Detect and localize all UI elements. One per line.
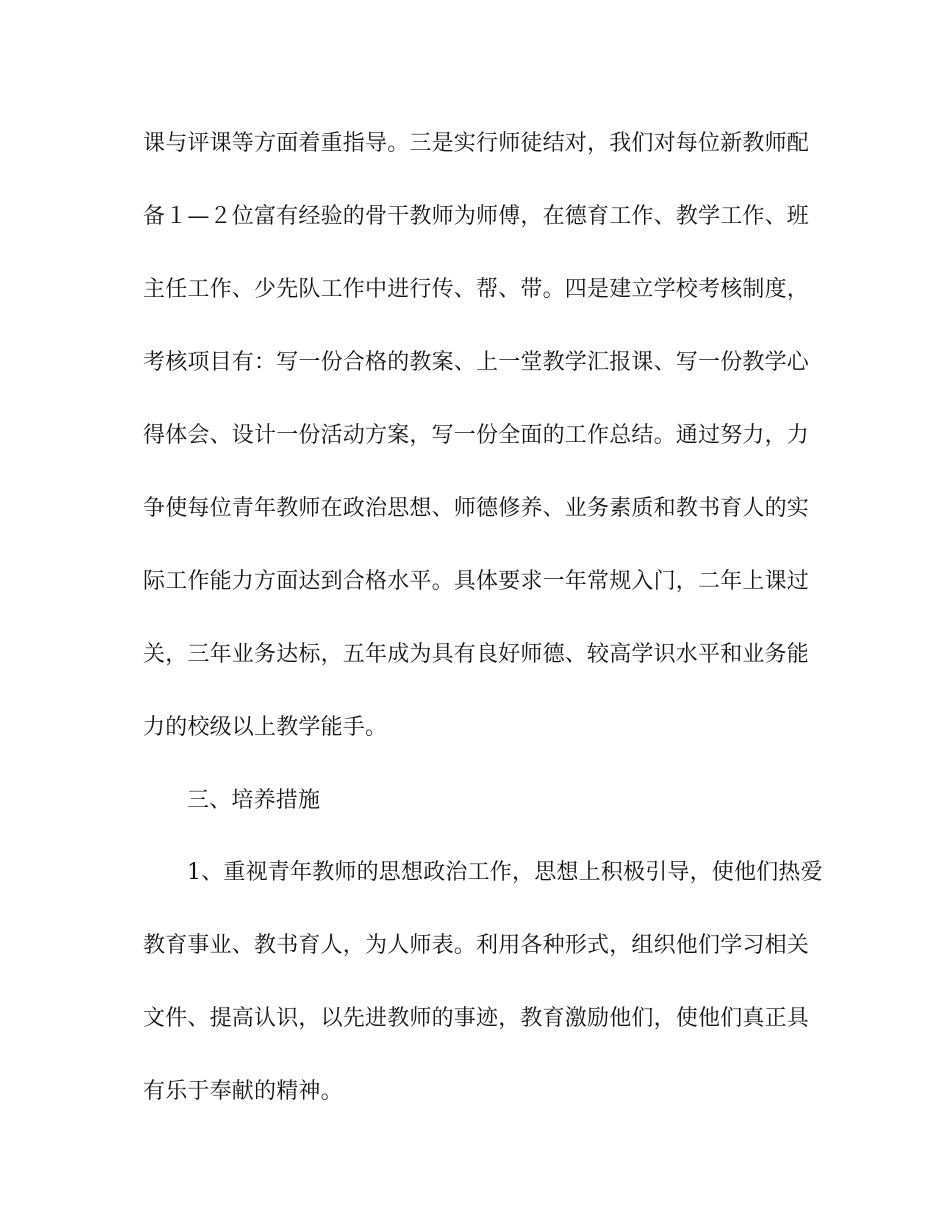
- section-heading: 三、培养措施: [187, 788, 321, 813]
- paragraph-line-8: 关，三年业务达标，五年成为具有良好师德、较高学识水平和业务能: [143, 642, 810, 667]
- paragraph-line-2: 备１—２位富有经验的骨干教师为师傅，在德育工作、教学工作、班: [143, 204, 810, 229]
- paragraph-line-4: 考核项目有：写一份合格的教案、上一堂教学汇报课、写一份教学心: [143, 350, 810, 375]
- paragraph-line-11: 教育事业、教书育人，为人师表。利用各种形式，组织他们学习相关: [143, 933, 810, 958]
- paragraph-line-9: 力的校级以上教学能手。: [143, 715, 388, 740]
- paragraph-line-10: 1、重视青年教师的思想政治工作，思想上积极引导，使他们热爱: [187, 860, 823, 885]
- paragraph-line-12: 文件、提高认识，以先进教师的事迹，教育激励他们，使他们真正具: [143, 1006, 810, 1031]
- paragraph-line-13: 有乐于奉献的精神。: [143, 1079, 343, 1104]
- paragraph-line-1: 课与评课等方面着重指导。三是实行师徒结对，我们对每位新教师配: [143, 131, 810, 156]
- paragraph-line-3: 主任工作、少先队工作中进行传、帮、带。四是建立学校考核制度，: [143, 277, 810, 302]
- paragraph-line-7: 际工作能力方面达到合格水平。具体要求一年常规入门，二年上课过: [143, 569, 810, 594]
- paragraph-line-6: 争使每位青年教师在政治思想、师德修养、业务素质和教书育人的实: [143, 496, 810, 521]
- paragraph-line-5: 得体会、设计一份活动方案，写一份全面的工作总结。通过努力，力: [143, 423, 810, 448]
